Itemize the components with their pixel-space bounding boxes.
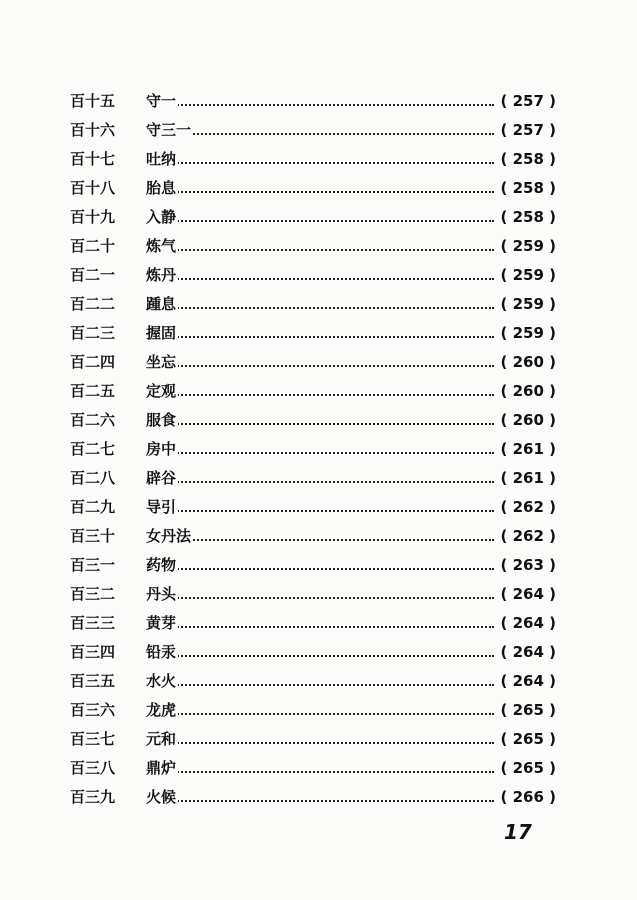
- entry-number: 百十九: [70, 208, 116, 226]
- entry-number: 百十七: [70, 150, 116, 168]
- dot-leader: [150, 742, 494, 744]
- entry-title: 炼丹: [146, 262, 178, 288]
- entry-number: 百二一: [70, 266, 116, 284]
- entry-title: 导引: [146, 494, 178, 520]
- entry-number: 百二八: [70, 469, 116, 487]
- entry-number: 百二二: [70, 295, 116, 313]
- toc-entry: [70, 726, 556, 752]
- entry-number: 百二三: [70, 324, 116, 342]
- toc-entry: [70, 494, 556, 520]
- entry-page-number: ( 264 ): [500, 672, 556, 690]
- toc-entry: [70, 639, 556, 665]
- entry-title: 元和: [146, 726, 178, 752]
- entry-number: 百二六: [70, 411, 116, 429]
- entry-title: 火候: [146, 784, 178, 810]
- entry-page-number: ( 264 ): [500, 643, 556, 661]
- toc-entry: [70, 291, 556, 317]
- entry-page-number: ( 258 ): [500, 179, 556, 197]
- toc-entry: [70, 784, 556, 810]
- entry-title: 辟谷: [146, 465, 178, 491]
- dot-leader: [150, 394, 494, 396]
- entry-number: 百三十: [70, 527, 116, 545]
- dot-leader: [150, 307, 494, 309]
- entry-page-number: ( 260 ): [500, 411, 556, 429]
- entry-number: 百二四: [70, 353, 116, 371]
- entry-number: 百二五: [70, 382, 116, 400]
- entry-page-number: ( 263 ): [500, 556, 556, 574]
- toc-entry: [70, 610, 556, 636]
- dot-leader: [150, 626, 494, 628]
- entry-title: 房中: [146, 436, 178, 462]
- entry-title: 丹头: [146, 581, 178, 607]
- toc-entry: [70, 320, 556, 346]
- dot-leader: [150, 568, 494, 570]
- entry-title: 鼎炉: [146, 755, 178, 781]
- dot-leader: [150, 800, 494, 802]
- entry-title: 定观: [146, 378, 178, 404]
- entry-page-number: ( 257 ): [500, 92, 556, 110]
- entry-page-number: ( 266 ): [500, 788, 556, 806]
- dot-leader: [150, 423, 494, 425]
- entry-page-number: ( 261 ): [500, 440, 556, 458]
- toc-entry: [70, 233, 556, 259]
- dot-leader: [150, 162, 494, 164]
- toc-entry: [70, 204, 556, 230]
- entry-title: 黄芽: [146, 610, 178, 636]
- entry-title: 守一: [146, 88, 178, 114]
- entry-title: 药物: [146, 552, 178, 578]
- entry-title: 水火: [146, 668, 178, 694]
- entry-title: 炼气: [146, 233, 178, 259]
- toc-entry: [70, 465, 556, 491]
- toc-entry: [70, 697, 556, 723]
- dot-leader: [150, 510, 494, 512]
- entry-page-number: ( 259 ): [500, 324, 556, 342]
- entry-page-number: ( 258 ): [500, 208, 556, 226]
- entry-page-number: ( 259 ): [500, 237, 556, 255]
- dot-leader: [150, 597, 494, 599]
- entry-number: 百三一: [70, 556, 116, 574]
- toc-entry: [70, 523, 556, 549]
- dot-leader: [150, 713, 494, 715]
- dot-leader: [150, 133, 494, 135]
- entry-page-number: ( 259 ): [500, 266, 556, 284]
- dot-leader: [150, 481, 494, 483]
- entry-page-number: ( 259 ): [500, 295, 556, 313]
- entry-title: 龙虎: [146, 697, 178, 723]
- toc-entry: [70, 262, 556, 288]
- dot-leader: [150, 104, 494, 106]
- entry-number: 百三六: [70, 701, 116, 719]
- entry-number: 百十六: [70, 121, 116, 139]
- dot-leader: [150, 220, 494, 222]
- entry-title: 服食: [146, 407, 178, 433]
- toc-entry: [70, 436, 556, 462]
- entry-number: 百二七: [70, 440, 116, 458]
- entry-number: 百二九: [70, 498, 116, 516]
- dot-leader: [150, 278, 494, 280]
- entry-page-number: ( 260 ): [500, 382, 556, 400]
- entry-title: 女丹法: [146, 523, 193, 549]
- dot-leader: [150, 684, 494, 686]
- entry-page-number: ( 265 ): [500, 759, 556, 777]
- entry-page-number: ( 262 ): [500, 498, 556, 516]
- entry-number: 百三五: [70, 672, 116, 690]
- toc-entry: [70, 378, 556, 404]
- dot-leader: [150, 771, 494, 773]
- entry-page-number: ( 265 ): [500, 701, 556, 719]
- entry-page-number: ( 258 ): [500, 150, 556, 168]
- dot-leader: [150, 336, 494, 338]
- entry-title: 铅汞: [146, 639, 178, 665]
- entry-number: 百三七: [70, 730, 116, 748]
- entry-page-number: ( 265 ): [500, 730, 556, 748]
- toc-entry: [70, 146, 556, 172]
- entry-title: 吐纳: [146, 146, 178, 172]
- entry-title: 坐忘: [146, 349, 178, 375]
- entry-number: 百三三: [70, 614, 116, 632]
- entry-page-number: ( 261 ): [500, 469, 556, 487]
- entry-title: 握固: [146, 320, 178, 346]
- dot-leader: [150, 191, 494, 193]
- entry-title: 胎息: [146, 175, 178, 201]
- entry-page-number: ( 264 ): [500, 614, 556, 632]
- toc-entry: [70, 349, 556, 375]
- dot-leader: [150, 539, 494, 541]
- entry-number: 百三四: [70, 643, 116, 661]
- entry-page-number: ( 257 ): [500, 121, 556, 139]
- entry-number: 百三二: [70, 585, 116, 603]
- toc-entry: [70, 407, 556, 433]
- entry-page-number: ( 262 ): [500, 527, 556, 545]
- entry-page-number: ( 260 ): [500, 353, 556, 371]
- entry-title: 守三一: [146, 117, 193, 143]
- entry-number: 百二十: [70, 237, 116, 255]
- entry-title: 入静: [146, 204, 178, 230]
- entry-page-number: ( 264 ): [500, 585, 556, 603]
- toc-entry: [70, 117, 556, 143]
- toc-entry: [70, 175, 556, 201]
- entry-number: 百十五: [70, 92, 116, 110]
- toc-entry: [70, 88, 556, 114]
- dot-leader: [150, 365, 494, 367]
- toc-entry: [70, 552, 556, 578]
- toc-entry: [70, 755, 556, 781]
- page-number: 17: [504, 820, 532, 844]
- entry-number: 百三九: [70, 788, 116, 806]
- toc-entry: [70, 581, 556, 607]
- dot-leader: [150, 655, 494, 657]
- entry-title: 踵息: [146, 291, 178, 317]
- dot-leader: [150, 452, 494, 454]
- toc-entry: [70, 668, 556, 694]
- entry-number: 百三八: [70, 759, 116, 777]
- dot-leader: [150, 249, 494, 251]
- entry-number: 百十八: [70, 179, 116, 197]
